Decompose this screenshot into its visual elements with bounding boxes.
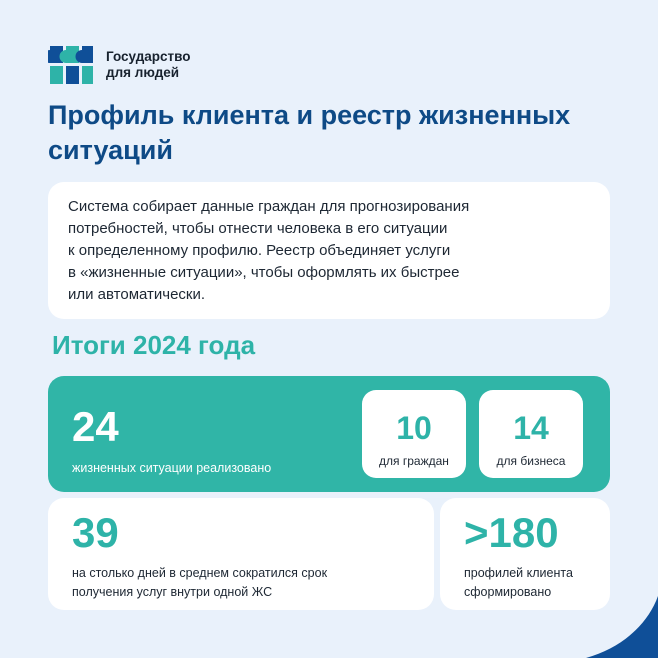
client-profiles-label-line-1: профилей клиента — [464, 566, 573, 580]
business-label: для бизнеса — [496, 454, 566, 468]
life-situations-label: жизненных ситуации реализовано — [72, 461, 272, 475]
description-line-4: в «жизненные ситуации», чтобы оформлять их быстрее — [68, 264, 460, 281]
logo-text — [106, 49, 191, 81]
business-value: 14 — [513, 410, 549, 446]
description-line-3: к определенному профилю. Реестр объединяет услуги — [68, 242, 451, 259]
client-profiles-label-line-2: сформировано — [464, 585, 552, 599]
state-for-people-logo-icon — [48, 46, 94, 84]
days-reduced-label-line-1: на столько дней в среднем сократился срок — [72, 566, 328, 580]
days-reduced-label — [72, 564, 327, 602]
logo-line-2: для людей — [106, 65, 180, 80]
life-situations-card — [48, 376, 610, 492]
description-line-2: потребностей, чтобы отнести человека в его ситуации — [68, 220, 448, 237]
description-line-1: Система собирает данные граждан для прогнозирования — [68, 198, 470, 215]
logo-line-1: Государство — [106, 49, 191, 64]
client-profiles-card — [440, 498, 610, 610]
client-profiles-label — [464, 564, 573, 602]
client-profiles-value: >180 — [464, 509, 559, 556]
citizens-value: 10 — [396, 410, 432, 446]
corner-decoration — [586, 596, 658, 658]
days-reduced-label-line-2: получения услуг внутри одной ЖС — [72, 585, 273, 599]
business-card — [479, 390, 583, 478]
logo — [48, 46, 191, 84]
description-line-5: или автоматически. — [68, 286, 206, 303]
section-title: Итоги 2024 года — [52, 330, 256, 360]
description-card — [48, 182, 610, 319]
days-reduced-value: 39 — [72, 509, 119, 556]
citizens-label: для граждан — [379, 454, 449, 468]
page-title: Профиль клиента и реестр жизненных ситуаций — [48, 100, 571, 165]
citizens-card — [362, 390, 466, 478]
days-reduced-card — [48, 498, 434, 610]
life-situations-value: 24 — [72, 403, 119, 450]
